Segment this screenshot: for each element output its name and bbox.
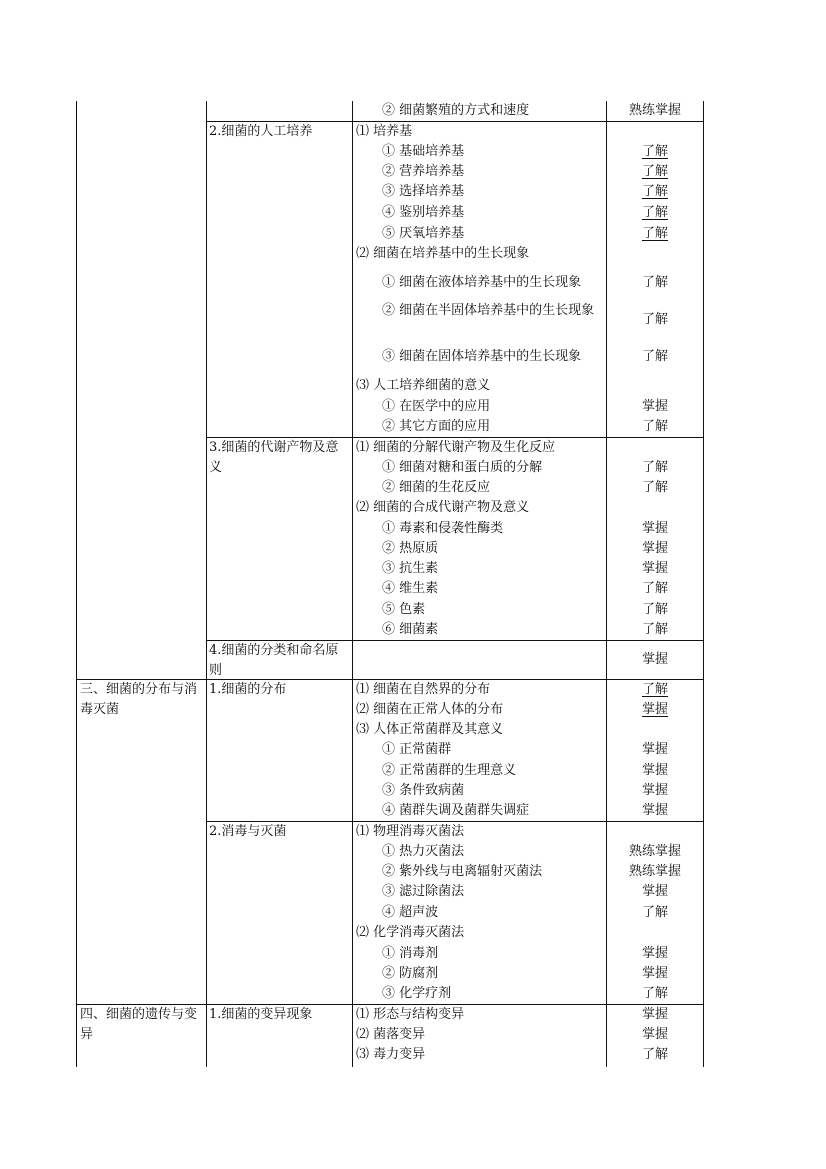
content-item: ③ 滤过除菌法 [382,884,465,899]
content-heading: ⑵ 细菌在培养基中的生长现象 [356,246,530,261]
level-label: 掌握 [641,399,668,414]
content-item: ⑴ 形态与结构变异 [356,1007,465,1022]
content-item: ② 细菌繁殖的方式和速度 [382,103,530,118]
content-item: ⑵ 菌落变异 [356,1027,426,1042]
table-border-col2 [352,101,353,1067]
content-item: ① 细菌对糖和蛋白质的分解 [382,460,543,475]
level-label: 掌握 [641,763,668,778]
content-item: ⑤ 色素 [382,602,426,617]
content-item: ④ 维生素 [382,581,439,596]
level-label: 熟练掌握 [628,844,681,859]
level-label: 掌握 [641,803,668,818]
level-label: 了解 [641,480,668,495]
level-label: 了解 [641,144,668,159]
content-item: ② 营养培养基 [382,164,465,179]
content-heading: ⑵ 细菌的合成代谢产物及意义 [356,500,530,515]
topic-level: 掌握 [641,652,668,667]
table-border-col1 [206,101,207,1067]
content-item: ③ 选择培养基 [382,184,465,199]
level-label: 掌握 [641,561,668,576]
content-item: ③ 化学疗剂 [382,986,452,1001]
content-item: ② 正常菌群的生理意义 [382,763,517,778]
level-label: 了解 [641,1047,668,1062]
level-label: 了解 [641,602,668,617]
content-item: ① 毒素和侵袭性酶类 [382,521,504,536]
content-heading: ⑶ 人工培养细菌的意义 [356,378,491,393]
level-label: 了解 [641,275,668,290]
level-label: 掌握 [641,884,668,899]
table-border-left [76,101,77,1067]
content-item: ⑥ 细菌素 [382,622,439,637]
content-item: ① 细菌在液体培养基中的生长现象 [382,275,582,290]
level-label: 熟练掌握 [628,103,681,118]
content-item: ① 正常菌群 [382,742,452,757]
content-item: ② 其它方面的应用 [382,419,491,434]
topic-title: 1.细菌的变异现象 [209,1007,313,1022]
content-item: ① 在医学中的应用 [382,399,491,414]
content-item: ① 消毒剂 [382,946,439,961]
content-item: ① 基础培养基 [382,144,465,159]
content-item: ② 紫外线与电离辐射灭菌法 [382,864,543,879]
content-heading: ⑶ 人体正常菌群及其意义 [356,722,504,737]
topic-title: 2.细菌的人工培养 [209,124,313,139]
content-item: ③ 条件致病菌 [382,783,465,798]
content-item: ⑴ 细菌在自然界的分布 [356,682,491,697]
content-item: ③ 细菌在固体培养基中的生长现象 [382,349,582,364]
level-label: 了解 [641,460,668,475]
level-label: 了解 [641,622,668,637]
topic-title: 2.消毒与灭菌 [209,824,287,839]
level-label: 掌握 [641,702,668,717]
level-label: 了解 [641,164,668,179]
level-label: 掌握 [641,521,668,536]
level-label: 掌握 [641,1027,668,1042]
content-item: ② 防腐剂 [382,966,439,981]
table-border-right [703,101,704,1067]
level-label: 掌握 [641,541,668,556]
section-title: 三、细菌的分布与消毒灭菌 [80,682,198,717]
level-label: 了解 [641,986,668,1001]
content-heading: ⑴ 细菌的分解代谢产物及生化反应 [356,440,556,455]
level-label: 了解 [641,682,668,697]
content-heading: ⑴ 培养基 [356,124,413,139]
level-label: 掌握 [641,783,668,798]
content-item: ② 细菌的生花反应 [382,480,491,495]
level-label: 了解 [641,581,668,596]
content-heading: ⑵ 化学消毒灭菌法 [356,925,465,940]
level-label: 了解 [641,184,668,199]
level-label: 了解 [641,419,668,434]
content-item: ④ 超声波 [382,905,439,920]
section-title: 四、细菌的遗传与变异 [80,1007,198,1042]
level-label: 了解 [641,349,668,364]
level-label: 了解 [641,205,668,220]
content-item: ⑤ 厌氧培养基 [382,226,465,241]
table-border-col3 [606,101,607,1067]
content-item: ① 热力灭菌法 [382,844,465,859]
level-label: 掌握 [641,1007,668,1022]
content-item: ④ 菌群失调及菌群失调症 [382,803,530,818]
content-item: ② 细菌在半固体培养基中的生长现象 [382,303,595,318]
level-label: 掌握 [641,742,668,757]
content-item: ③ 抗生素 [382,561,439,576]
level-label: 了解 [641,905,668,920]
content-item: ⑵ 细菌在正常人体的分布 [356,702,504,717]
level-label: 熟练掌握 [628,864,681,879]
level-label: 掌握 [641,946,668,961]
content-heading: ⑴ 物理消毒灭菌法 [356,824,465,839]
content-item: ④ 鉴别培养基 [382,205,465,220]
topic-title: 4.细菌的分类和命名原则 [209,643,339,678]
level-label: 掌握 [641,966,668,981]
content-item: ⑶ 毒力变异 [356,1047,426,1062]
topic-title: 1.细菌的分布 [209,682,287,697]
content-item: ② 热原质 [382,541,439,556]
level-label: 了解 [641,312,668,327]
level-label: 了解 [641,226,668,241]
topic-title: 3.细菌的代谢产物及意义 [209,440,339,475]
